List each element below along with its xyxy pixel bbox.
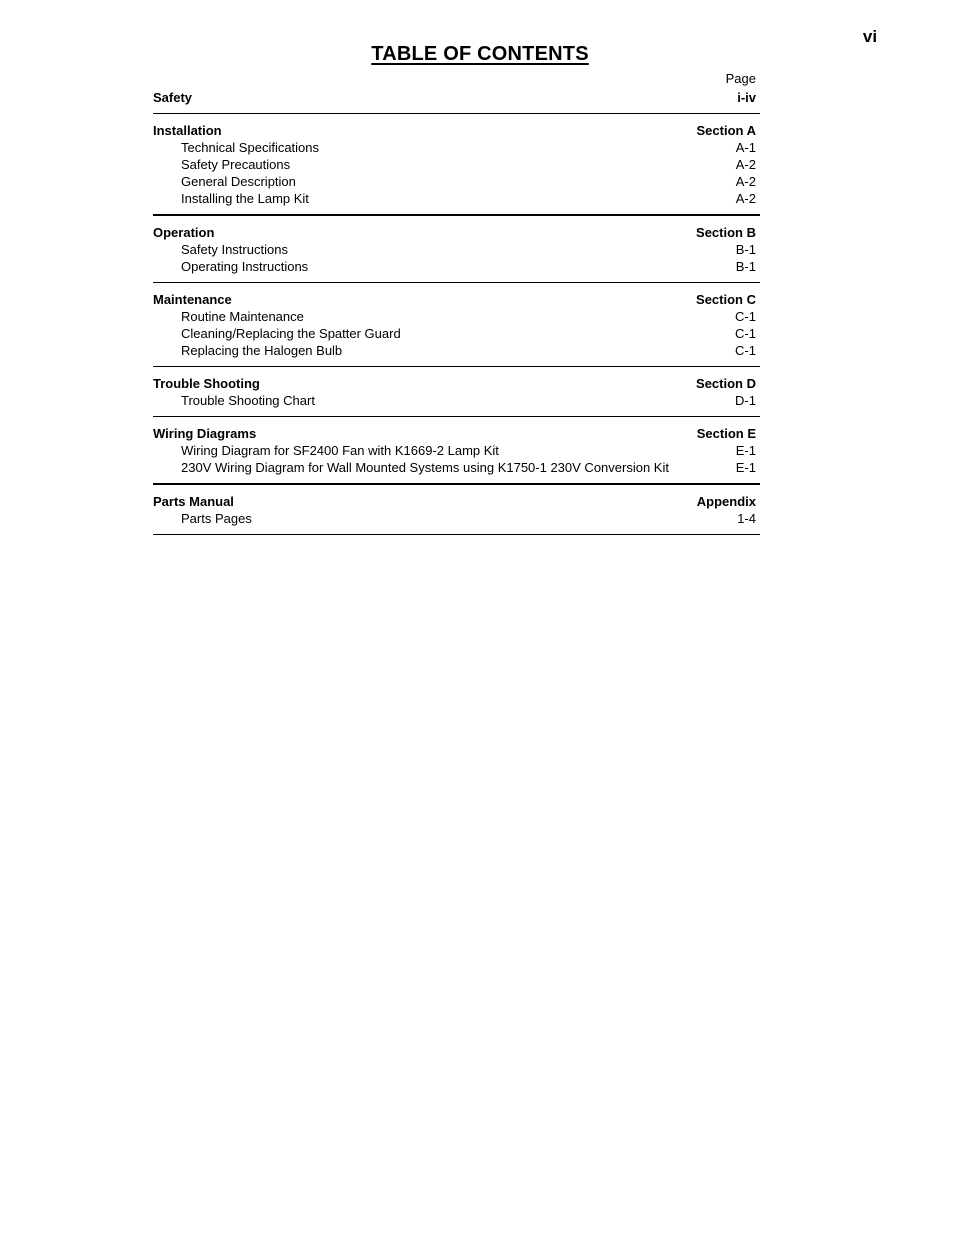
toc-entry-page: C-1 [735,326,756,341]
toc-entry[interactable] [153,190,756,207]
toc-section-heading[interactable] [153,224,756,241]
toc-entry[interactable] [153,342,756,359]
toc-section [153,291,756,367]
toc-section [153,493,756,535]
toc-entry-label: 230V Wiring Diagram for Wall Mounted Systems using K1750-1 230V Conversion Kit [181,460,673,475]
toc-entry-label: Wiring Diagram for SF2400 Fan with K1669-2 Lamp Kit [181,443,503,458]
toc-section-label: Installation [153,123,222,138]
toc-entry-page: E-1 [735,443,756,458]
toc-section-page: Section A [696,123,756,138]
section-divider [153,366,760,367]
toc-entry[interactable] [153,241,756,258]
toc-entry[interactable] [153,325,756,342]
page-title: TABLE OF CONTENTS [371,43,589,65]
toc-section-label: Wiring Diagrams [153,426,260,441]
toc-entry[interactable] [153,392,756,409]
toc-entry[interactable] [153,459,756,476]
toc-section-heading[interactable] [153,493,756,510]
section-divider [153,416,760,417]
toc-entry[interactable] [153,510,756,527]
toc-entry-label: Installing the Lamp Kit [181,191,313,206]
toc-entry[interactable] [153,156,756,173]
toc-entry-label: Routine Maintenance [181,309,308,324]
toc-section-heading[interactable] [153,291,756,308]
toc-entry-page: A-1 [735,140,756,155]
toc-section-heading[interactable] [153,375,756,392]
toc-section [153,375,756,417]
toc-entry-page: A-2 [735,174,756,189]
toc-entry-label: Operating Instructions [181,259,312,274]
toc-section-heading[interactable] [153,425,756,442]
page-number: vi [862,27,878,46]
toc-section-label: Operation [153,225,215,240]
section-divider [153,483,760,485]
toc-section [153,122,756,216]
toc-section-page: Section E [696,426,756,441]
toc-section-heading[interactable] [153,89,756,106]
toc-entry[interactable] [153,442,756,459]
table-of-contents [153,89,756,543]
toc-gap [192,89,206,106]
toc-section-page: Section C [696,292,756,307]
toc-entry-page: C-1 [735,309,756,324]
section-divider [153,113,760,114]
toc-entry-label: Technical Specifications [181,140,320,155]
toc-entry-page: A-2 [735,157,756,172]
toc-section [153,89,756,114]
toc-entry-label: Replacing the Halogen Bulb [181,343,343,358]
toc-entry[interactable] [153,173,756,190]
page-column-label: Page [725,71,756,86]
toc-section-page: Section D [696,376,756,391]
toc-entry-label: Safety Instructions [181,242,288,257]
toc-entry-page: C-1 [735,343,756,358]
section-divider [153,214,760,216]
toc-entry-page: E-1 [735,460,756,475]
toc-section [153,224,756,283]
toc-entry-page: B-1 [735,259,756,274]
toc-section-label: Parts Manual [153,494,242,509]
toc-entry[interactable] [153,258,756,275]
toc-section-heading[interactable] [153,122,756,139]
toc-entry-page: 1-4 [737,511,756,526]
toc-entry[interactable] [153,308,756,325]
toc-section-label: Trouble Shooting [153,376,260,391]
toc-entry-page: D-1 [735,393,756,408]
section-divider [153,282,760,283]
toc-entry[interactable] [153,139,756,156]
section-divider [153,534,760,535]
toc-section-page: Section B [696,225,756,240]
toc-entry-page: B-1 [735,242,756,257]
toc-section [153,425,756,485]
toc-entry-label: Safety Precautions [181,157,294,172]
toc-section-page: i-iv [737,90,756,105]
toc-entry-page: A-2 [735,191,756,206]
toc-section-label: Safety [153,90,193,105]
toc-entry-label: General Description [181,174,296,189]
toc-entry-label: Trouble Shooting Chart [181,393,319,408]
toc-entry-label: Cleaning/Replacing the Spatter Guard [181,326,405,341]
toc-section-label: Maintenance [153,292,232,307]
toc-section-page: Appendix [696,494,756,509]
toc-entry-label: Parts Pages [181,511,256,526]
